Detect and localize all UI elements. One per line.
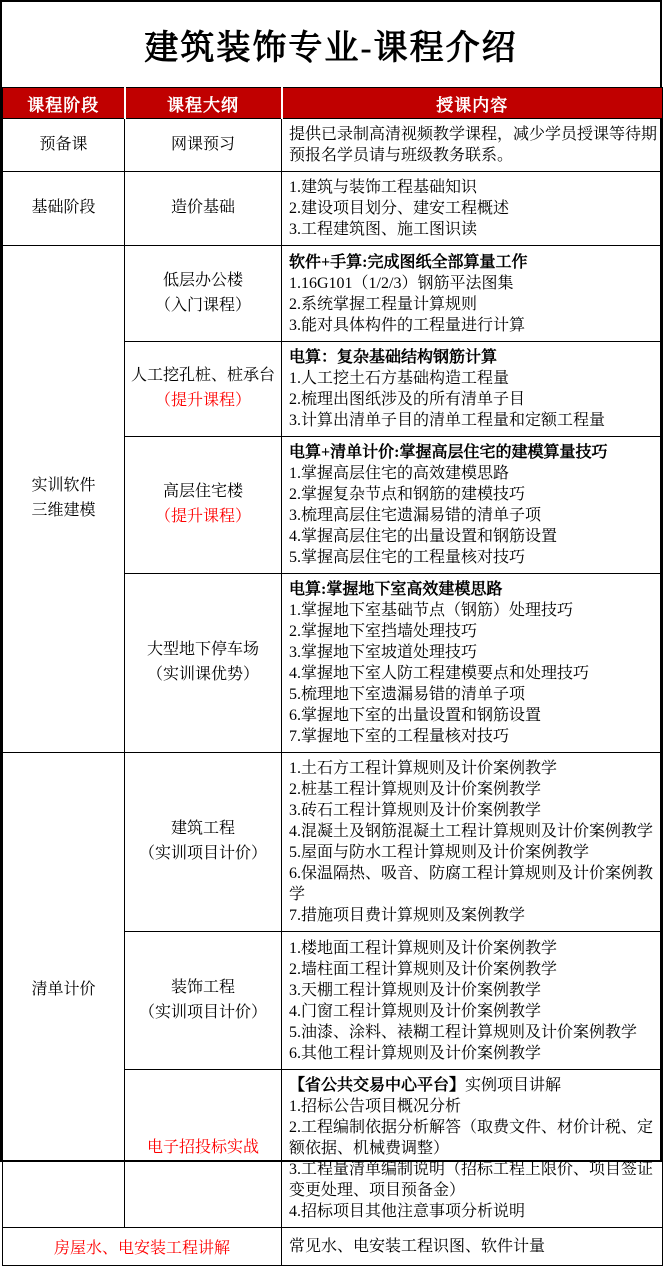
content-line: 2.系统掌握工程量计算规则 <box>289 295 478 313</box>
outline-cell <box>125 753 282 932</box>
content-cell <box>282 342 663 437</box>
outline-cell <box>125 932 282 1070</box>
footer-label: 房屋水、电安装工程讲解 <box>3 1228 282 1266</box>
stage-cell-pricing: 清单计价 <box>3 753 125 1228</box>
content-line: 1.掌握高层住宅的高效建模思路 <box>289 465 510 482</box>
outline-name: 人工挖孔桩、桩承台 <box>130 367 275 385</box>
content-line: 3.计算出清单子目的清单工程量和定额工程量 <box>289 412 606 429</box>
outline-cell-ebidding: 电子招投标实战 <box>125 1070 282 1228</box>
content-line: 5.梳理地下室遗漏易错的清单子项 <box>289 686 526 703</box>
footer-content-cell <box>282 1228 663 1266</box>
content-line: 7.措施项目费计算规则及案例教学 <box>289 907 526 924</box>
stage-cell-modeling <box>3 246 125 753</box>
content-heading: 电算：复杂基础结构钢筋计算 <box>289 349 498 366</box>
content-line: 2.桩基工程计算规则及计价案例教学 <box>289 781 542 798</box>
content-cell <box>282 246 663 342</box>
course-table <box>2 87 663 1266</box>
content-heading-bracket: 【省公共交易中心平台】 <box>289 1077 466 1094</box>
content-line: 4.掌握高层住宅的出量设置和钢筋设置 <box>289 528 558 545</box>
content-cell <box>282 932 663 1070</box>
content-line: 4.招标项目其他注意事项分析说明 <box>289 1203 526 1220</box>
content-line: 1.招标公告项目概况分析 <box>289 1098 462 1115</box>
content-line: 3.梳理高层住宅遗漏易错的清单子项 <box>289 507 542 524</box>
content-line: 2.墙柱面工程计算规则及计价案例教学 <box>289 960 558 978</box>
outline-sub: （实训课优势） <box>146 666 259 683</box>
outline-name: 装饰工程 <box>170 978 235 996</box>
content-cell <box>282 753 663 932</box>
column-header-outline: 课程大纲 <box>125 88 282 119</box>
table-row <box>3 119 663 172</box>
content-line: 3.工程建筑图、施工图识读 <box>289 221 478 238</box>
content-line: 6.保温隔热、吸音、防腐工程计算规则及计价案例教学 <box>289 865 654 903</box>
content-line: 3.砖石工程计算规则及计价案例教学 <box>289 802 542 819</box>
stage-cell-prep: 预备课 <box>3 119 125 172</box>
outline-cell: 造价基础 <box>125 172 282 246</box>
content-line: 4.混凝土及钢筋混凝土工程计算规则及计价案例教学 <box>289 823 654 840</box>
content-line: 2.掌握地下室挡墙处理技巧 <box>289 623 478 640</box>
outline-name: 高层住宅楼 <box>162 483 243 501</box>
content-line: 2.工程编制依据分析解答（取费文件、材价计税、定额依据、机械费调整） <box>289 1119 654 1157</box>
content-line: 1.楼地面工程计算规则及计价案例教学 <box>289 939 558 957</box>
content-cell <box>282 574 663 753</box>
content-heading <box>289 1075 658 1096</box>
page-title: 建筑装饰专业-课程介绍 <box>144 30 518 67</box>
outline-cell <box>125 342 282 437</box>
content-line: 5.掌握高层住宅的工程量核对技巧 <box>289 549 526 566</box>
title-box <box>2 2 660 87</box>
content-cell <box>282 172 663 246</box>
column-header-content: 授课内容 <box>282 88 663 119</box>
content-line: 预报名学员请与班级教务联系。 <box>289 147 514 164</box>
content-line: 6.掌握地下室的出量设置和钢筋设置 <box>289 707 542 724</box>
content-line: 1.人工挖土石方基础构造工程量 <box>289 370 510 387</box>
table-header-row <box>3 88 663 119</box>
content-line: 1.建筑与装饰工程基础知识 <box>289 179 478 196</box>
content-heading: 软件+手算:完成图纸全部算量工作 <box>289 253 528 271</box>
table-row <box>3 172 663 246</box>
content-line: 3.天棚工程计算规则及计价案例教学 <box>289 981 542 999</box>
content-cell <box>282 1070 663 1228</box>
content-line: 6.其他工程计算规则及计价案例教学 <box>289 1044 542 1062</box>
outline-cell <box>125 574 282 753</box>
content-line: 1.16G101（1/2/3）钢筋平法图集 <box>289 274 514 292</box>
table-row <box>3 753 663 932</box>
content-line: 2.梳理出图纸涉及的所有清单子目 <box>289 391 526 408</box>
outline-sub: （实训项目计价） <box>138 845 267 862</box>
stage-cell-basic: 基础阶段 <box>3 172 125 246</box>
content-heading: 电算:掌握地下室高效建模思路 <box>289 581 503 598</box>
stage-line: 实训软件 <box>31 477 96 495</box>
content-line: 4.掌握地下室人防工程建模要点和处理技巧 <box>289 665 590 682</box>
content-cell <box>282 437 663 574</box>
outline-cell <box>125 437 282 574</box>
content-line: 3.掌握地下室坡道处理技巧 <box>289 644 478 661</box>
content-line: 2.建设项目划分、建安工程概述 <box>289 200 510 217</box>
outline-name: 建筑工程 <box>170 820 235 838</box>
content-line: 3.能对具体构件的工程量进行计算 <box>289 316 526 334</box>
stage-line: 三维建模 <box>31 502 96 519</box>
outline-sub: （提升课程） <box>154 508 251 525</box>
outline-name: 低层办公楼 <box>162 271 243 289</box>
content-heading: 电算+清单计价:掌握高层住宅的建模算量技巧 <box>289 444 608 461</box>
content-line: 2.掌握复杂节点和钢筋的建模技巧 <box>289 486 526 503</box>
outline-sub: （入门课程） <box>154 296 251 314</box>
content-line: 1.掌握地下室基础节点（钢筋）处理技巧 <box>289 602 574 619</box>
column-header-stage: 课程阶段 <box>3 88 125 119</box>
content-line: 常见水、电安装工程识图、软件计量 <box>289 1238 546 1255</box>
content-line: 4.门窗工程计算规则及计价案例教学 <box>289 1002 542 1020</box>
outline-sub: （提升课程） <box>154 392 251 409</box>
outline-name: 大型地下停车场 <box>146 641 259 659</box>
table-footer-row <box>3 1228 663 1266</box>
content-line: 提供已录制高清视频教学课程，减少学员授课等待期 <box>289 126 658 143</box>
content-line: 1.土石方工程计算规则及计价案例教学 <box>289 760 558 777</box>
outline-sub: （实训项目计价） <box>138 1003 267 1021</box>
content-line: 7.掌握地下室的工程量核对技巧 <box>289 728 510 745</box>
content-cell <box>282 119 663 172</box>
content-heading-tail: 实例项目讲解 <box>465 1077 562 1094</box>
outline-cell <box>125 246 282 342</box>
content-line: 5.油漆、涂料、裱糊工程计算规则及计价案例教学 <box>289 1023 638 1041</box>
content-line: 5.屋面与防水工程计算规则及计价案例教学 <box>289 844 590 861</box>
content-line: 3.工程量清单编制说明（招标工程上限价、项目签证变更处理、项目预备金） <box>289 1161 654 1199</box>
outline-cell: 网课预习 <box>125 119 282 172</box>
table-row <box>3 246 663 342</box>
